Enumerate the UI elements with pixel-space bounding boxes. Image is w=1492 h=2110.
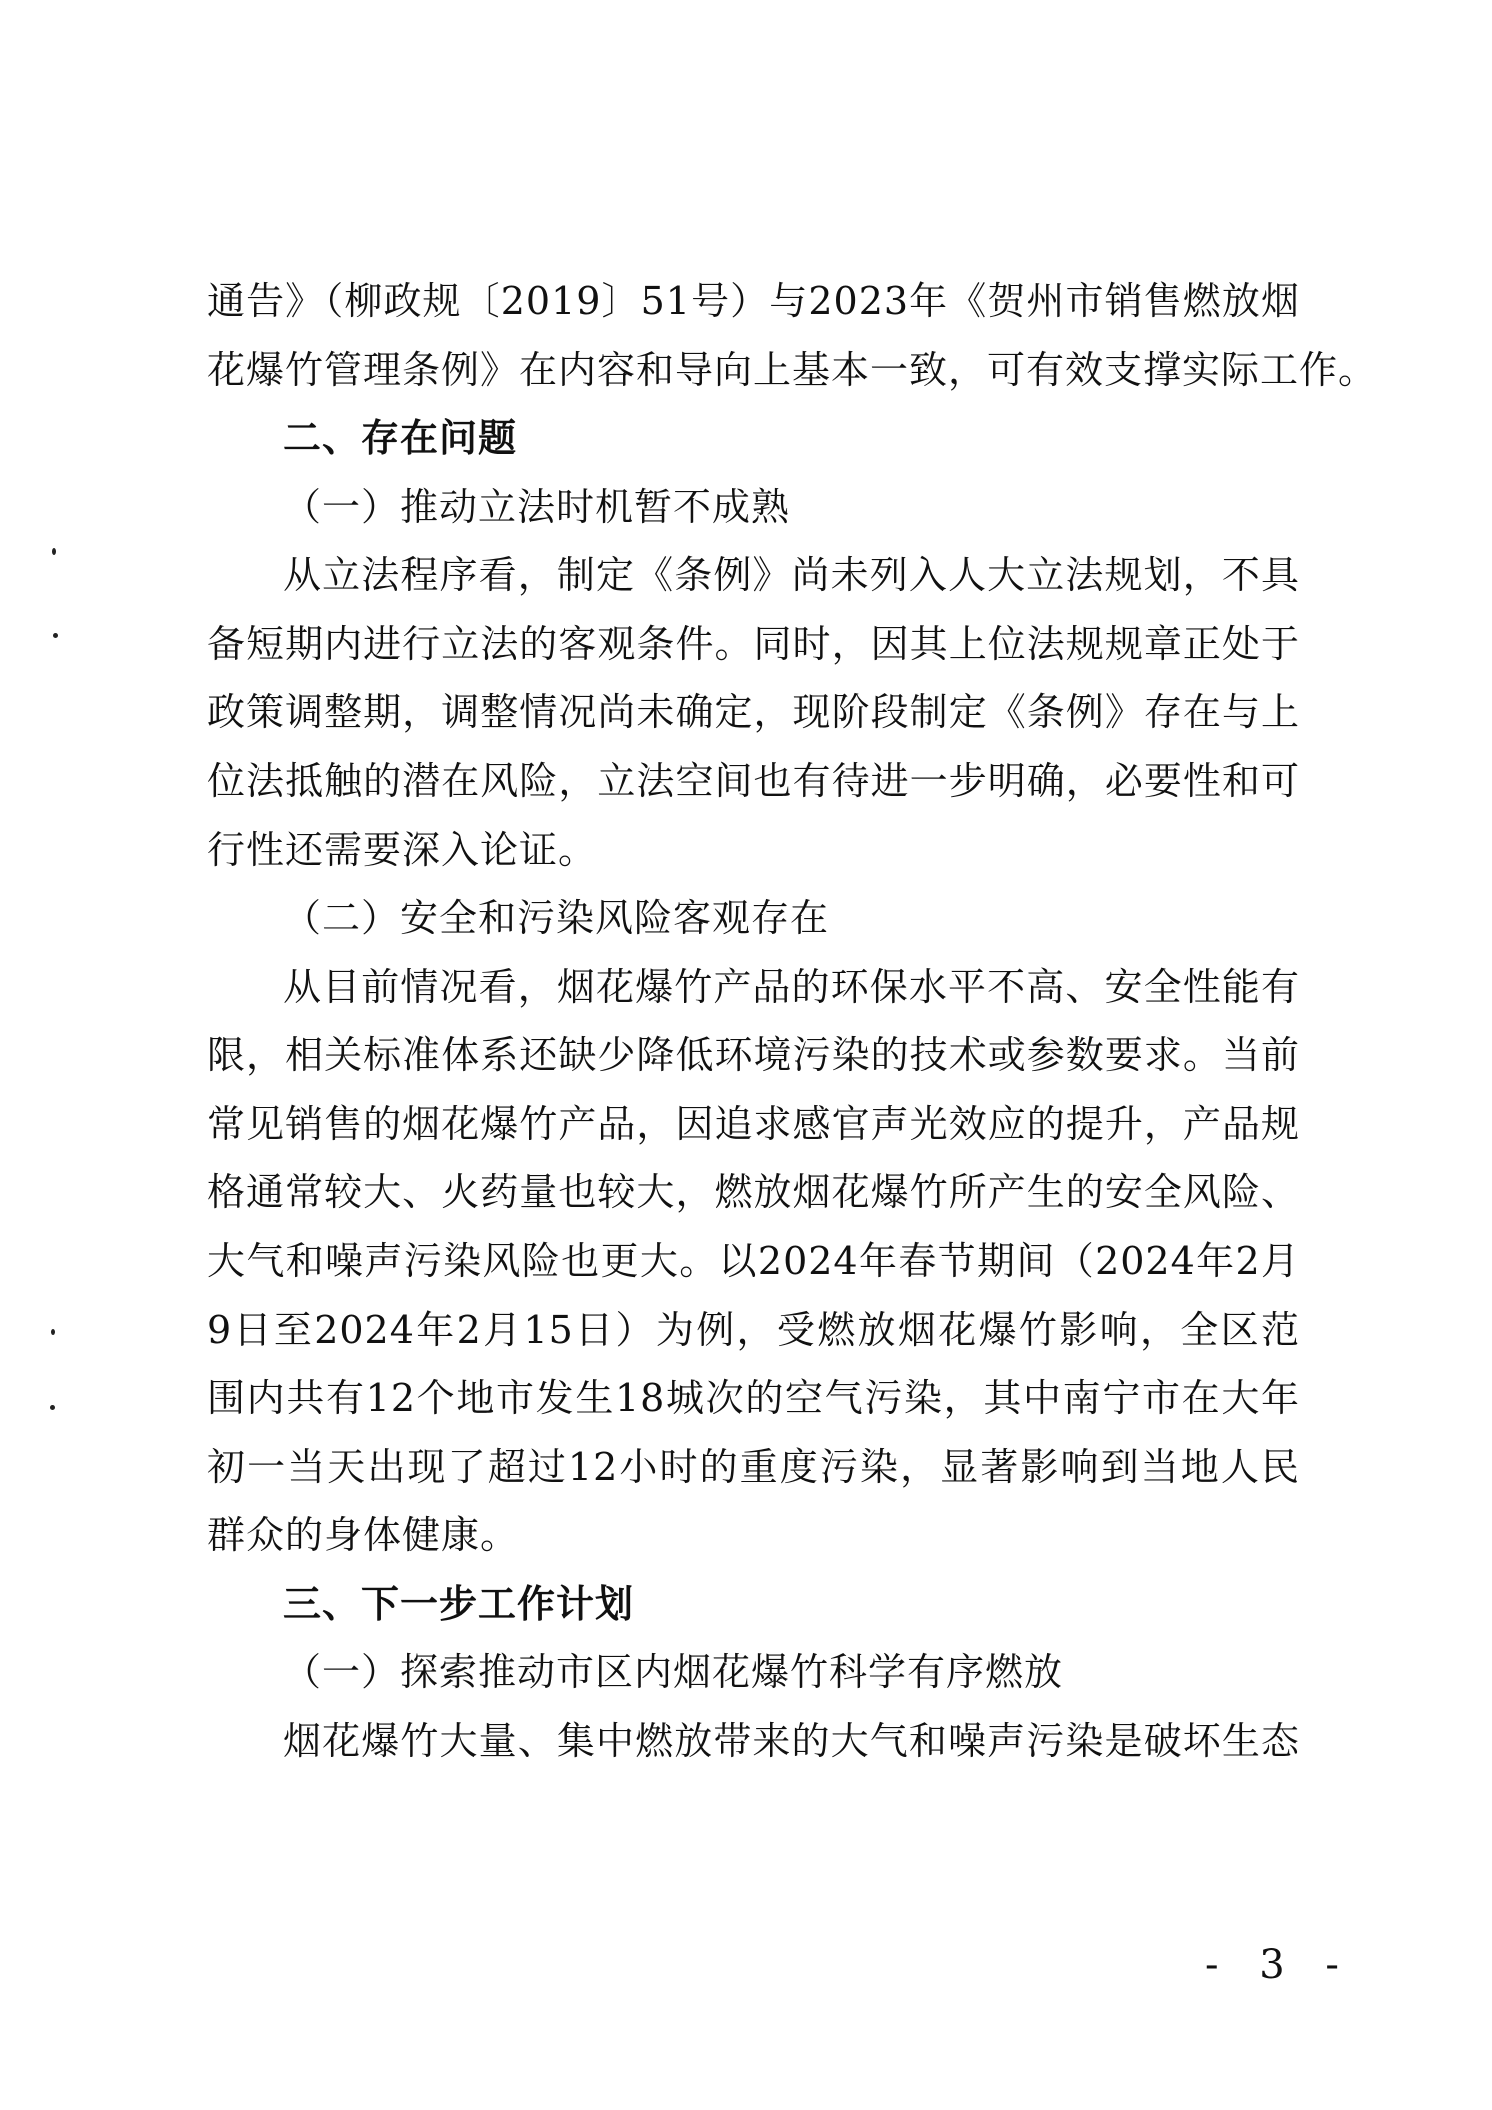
paragraph-line: 从目前情况看，烟花爆竹产品的环保水平不高、安全性能有 [283,965,1300,1009]
page-number: - 3 - [1205,1942,1353,1988]
scan-speck [50,1405,55,1410]
paragraph-line: 大气和噪声污染风险也更大。以2024年春节期间（2024年2月 [207,1239,1300,1283]
paragraph-line: 从立法程序看，制定《条例》尚未列入人大立法规划，不具 [283,553,1300,597]
paragraph-line: 格通常较大、火药量也较大，燃放烟花爆竹所产生的安全风险、 [207,1170,1300,1214]
paragraph-line: 9日至2024年2月15日）为例，受燃放烟花爆竹影响，全区范 [207,1308,1300,1352]
paragraph-line: 围内共有12个地市发生18城次的空气污染，其中南宁市在大年 [207,1376,1300,1420]
scan-speck [52,548,56,555]
paragraph-line: 常见销售的烟花爆竹产品，因追求感官声光效应的提升，产品规 [207,1102,1300,1146]
scan-speck [53,633,58,638]
paragraph-line: 备短期内进行立法的客观条件。同时，因其上位法规规章正处于 [207,622,1300,666]
paragraph-line: 行性还需要深入论证。 [207,828,598,872]
paragraph-line: 通告》（柳政规〔2019〕51号）与2023年《贺州市销售燃放烟 [207,279,1300,323]
paragraph-line: 初一当天出现了超过12小时的重度污染，显著影响到当地人民 [207,1445,1300,1489]
paragraph-line: 限，相关标准体系还缺少降低环境污染的技术或参数要求。当前 [207,1033,1300,1077]
paragraph-line: 位法抵触的潜在风险，立法空间也有待进一步明确，必要性和可 [207,759,1300,803]
paragraph-line: 群众的身体健康。 [207,1513,520,1557]
subsection-heading-orderly-discharge: （一）探索推动市区内烟花爆竹科学有序燃放 [283,1650,1064,1694]
subsection-heading-safety-pollution: （二）安全和污染风险客观存在 [283,896,830,940]
section-heading-issues: 二、存在问题 [283,416,518,460]
paragraph-line: 花爆竹管理条例》在内容和导向上基本一致，可有效支撑实际工作。 [207,348,1378,392]
section-heading-next-steps: 三、下一步工作计划 [283,1582,635,1626]
paragraph-line: 政策调整期，调整情况尚未确定，现阶段制定《条例》存在与上 [207,690,1300,734]
scan-speck [51,1329,55,1335]
subsection-heading-legislation-timing: （一）推动立法时机暂不成熟 [283,485,791,529]
paragraph-line: 烟花爆竹大量、集中燃放带来的大气和噪声污染是破坏生态 [283,1719,1300,1763]
